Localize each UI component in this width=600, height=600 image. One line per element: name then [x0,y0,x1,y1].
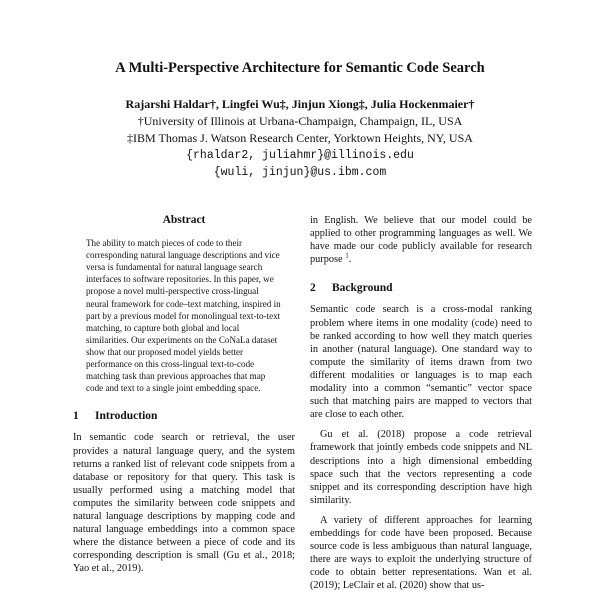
authors: Rajarshi Haldar†, Lingfei Wu‡, Jinjun Xiong‡, Julia Hockenmaier† [125,97,475,111]
abstract-text: The ability to match pieces of code to their corresponding natural language descriptions and vice versa is fundamental for natural language search interfaces to software repositories. In this paper, we propose a novel multi-perspective cross-lingual neural framework for code–text matching, inspired in part by a previous model for monolingual text-to-text matching, to capture both global and local similarities. Our experiments on the CoNaLa dataset show that our proposed model yields better performance on this cross-lingual text-to-code matching task than previous approaches that map code and text to a single joint embedding space. [86,238,281,394]
affiliation-uiuc: †University of Illinois at Urbana-Champaign, Champaign, IL, USA [137,114,463,128]
right-column [310,214,532,599]
section-number: 2 [310,282,316,295]
section-number: 1 [73,410,79,423]
email-ibm: {wuli, jinjun}@us.ibm.com [213,166,387,179]
footnote-marker: 1 [345,251,349,260]
section-title: Introduction [95,410,158,423]
affiliation-ibm: ‡IBM Thomas J. Watson Research Center, Yorktown Heights, NY, USA [127,131,473,145]
section-title: Background [332,282,393,295]
intro-paragraph: In semantic code search or retrieval, the user provides a natural language query, and the system returns a ranked list of relevant code snippets from a database or repository for that query. This task is usually performed using a matching model that computes the similarity between code snippets and natural language descriptions by mapping code and natural language embeddings into a common space where the distance between a piece of code and its corresponding description is small (Gu et al., 2018; Yao et al., 2019). [73,432,295,575]
abstract-heading: Abstract [162,214,206,226]
paper-title: A Multi-Perspective Architecture for Semantic Code Search [115,60,485,76]
section-heading-background [310,282,532,295]
background-paragraph-2: Gu et al. (2018) propose a code retrieval framework that jointly embeds code snippets and NL descriptions into a high dimensional embedding space such that the vectors representing a code snippet and its corresponding description have high similarity. [310,429,532,506]
background-paragraph-3: A variety of different approaches for learning embeddings for code have been proposed. Because source code is less ambiguous than natural language, there are ways to exploit the underlying structure of code to obtain better representations. Wan et al. (2019); LeClair et al. (2020) show that us- [310,514,532,592]
author-block [0,96,600,181]
background-paragraph-1: Semantic code search is a cross-modal ranking problem where items in one modality (code) need to be ranked according to how well they match queries in another (natural language). One standard way to compute the similarity of items drawn from two different modalities or languages is to map each modality into a common “semantic” vector space such that matching pairs are mapped to vectors that are close to each other. [310,304,532,421]
continued-text: in English. We believe that our model could be applied to other programming languages as well. We have made our code publicly available for research purpose [310,215,532,266]
continued-paragraph [310,214,532,266]
left-column [73,214,295,582]
section-heading-introduction [73,410,295,423]
email-illinois: {rhaldar2, juliahmr}@illinois.edu [186,149,414,162]
sentence-period: . [348,254,352,266]
